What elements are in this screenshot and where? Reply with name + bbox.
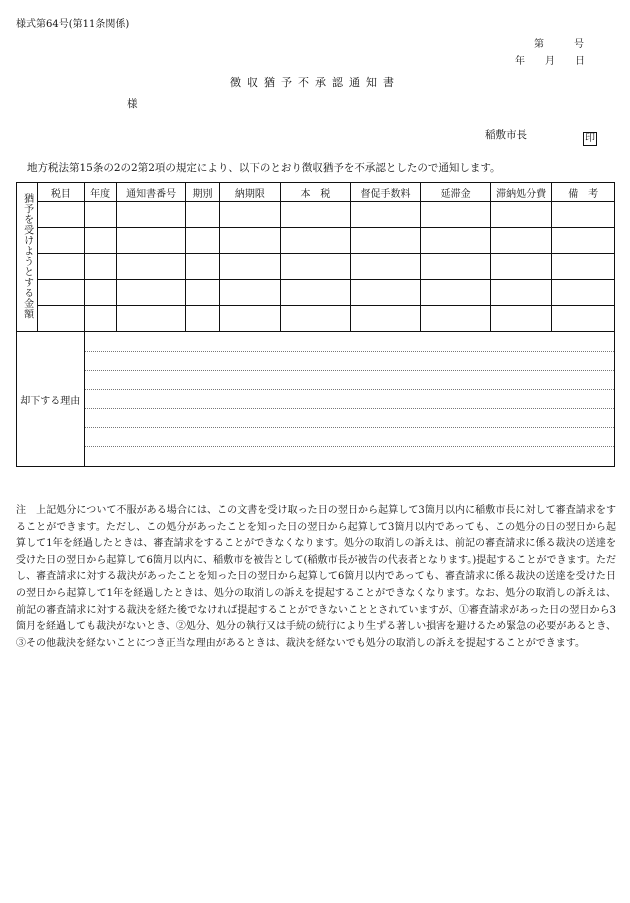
cell[interactable] <box>281 306 351 332</box>
cell[interactable] <box>84 280 116 306</box>
cell[interactable] <box>421 254 491 280</box>
cell[interactable] <box>116 228 186 254</box>
intro-text: 地方税法第15条の2の2第2項の規定により、以下のとおり徴収猶予を不承認としたので通知します。 <box>27 162 501 174</box>
cell[interactable] <box>281 228 351 254</box>
cell[interactable] <box>552 202 615 228</box>
cell[interactable] <box>219 254 281 280</box>
cell[interactable] <box>38 228 84 254</box>
col-header: 通知書番号 <box>116 183 186 202</box>
cell[interactable] <box>116 202 186 228</box>
cell[interactable] <box>219 306 281 332</box>
col-header: 滞納処分費 <box>490 183 552 202</box>
col-header: 延滞金 <box>421 183 491 202</box>
appeal-notice: 注 上記処分について不服がある場合には、この文書を受け取った日の翌日から起算して3箇月以内に稲敷市長に対して審査請求をすることができます。ただし、この処分があったことを知った日の翌日から起算して3箇月以内であっても、この処分の日の翌日から起算して1年を経過したときは、審査請求をすることができなくなります。処分の取消しの訴えは、前記の審査請求に係る裁決の送達を受けた日の翌日から起算して6箇月以内に、稲敷市を被告として(稲敷市長が被告の代表者となります。)提起することができます。ただし、審査請求に対する裁決があったことを知った日の翌日から起算して6箇月以内であっても、審査請求に係る裁決の送達を受けた日の翌日から起算して1年を経過したときは、処分の取消しの訴えを提起することができなくなります。なお、処分の取消しの訴えは、前記の審査請求に対する裁決を経た後でなければ提起することができないこととされていますが、①審査請求があった日の翌日から3箇月を経過しても裁決がないとき、②処分、処分の執行又は手続の続行により生ずる著しい損害を避けるため緊急の必要があるとき、③その他裁決を経ないことにつき正当な理由があるときは、裁決を経ないでも処分の取消しの訴えを提起することができます。 <box>16 505 616 649</box>
cell[interactable] <box>186 202 219 228</box>
cell[interactable] <box>281 280 351 306</box>
cell[interactable] <box>116 280 186 306</box>
cell[interactable] <box>490 228 552 254</box>
col-header: 納期限 <box>219 183 281 202</box>
table-row <box>17 202 615 228</box>
cell[interactable] <box>350 306 421 332</box>
cell[interactable] <box>219 280 281 306</box>
seal-icon <box>583 126 597 146</box>
reason-label: 却下する理由 <box>17 332 85 467</box>
cell[interactable] <box>84 306 116 332</box>
cell[interactable] <box>219 228 281 254</box>
table-row <box>17 306 615 332</box>
cell[interactable] <box>116 306 186 332</box>
cell[interactable] <box>552 228 615 254</box>
cell[interactable] <box>350 202 421 228</box>
cell[interactable] <box>281 202 351 228</box>
table-row <box>17 280 615 306</box>
cell[interactable] <box>490 306 552 332</box>
cell[interactable] <box>552 306 615 332</box>
amount-table <box>16 182 615 467</box>
cell[interactable] <box>186 280 219 306</box>
cell[interactable] <box>552 280 615 306</box>
cell[interactable] <box>84 254 116 280</box>
cell[interactable] <box>350 228 421 254</box>
reason-field[interactable] <box>84 332 614 467</box>
col-header: 年度 <box>84 183 116 202</box>
number-label: 第 号 <box>534 39 584 50</box>
col-header: 本 税 <box>281 183 351 202</box>
cell[interactable] <box>281 254 351 280</box>
cell[interactable] <box>490 254 552 280</box>
amount-row-header <box>17 183 38 332</box>
cell[interactable] <box>186 228 219 254</box>
cell[interactable] <box>552 254 615 280</box>
date-label: 年 月 日 <box>515 56 585 67</box>
cell[interactable] <box>38 306 84 332</box>
addressee-suffix: 様 <box>127 98 138 110</box>
cell[interactable] <box>421 280 491 306</box>
cell[interactable] <box>421 202 491 228</box>
cell[interactable] <box>421 306 491 332</box>
cell[interactable] <box>186 306 219 332</box>
cell[interactable] <box>421 228 491 254</box>
cell[interactable] <box>490 202 552 228</box>
cell[interactable] <box>38 202 84 228</box>
cell[interactable] <box>350 254 421 280</box>
col-header: 期別 <box>186 183 219 202</box>
cell[interactable] <box>350 280 421 306</box>
cell[interactable] <box>186 254 219 280</box>
cell[interactable] <box>84 228 116 254</box>
col-header: 督促手数料 <box>350 183 421 202</box>
document-title: 徴収猶予不承認通知書 <box>230 76 400 89</box>
seal-text: 印 <box>585 133 595 144</box>
table-row <box>17 254 615 280</box>
table-row <box>17 228 615 254</box>
cell[interactable] <box>38 254 84 280</box>
cell[interactable] <box>219 202 281 228</box>
col-header: 備 考 <box>552 183 615 202</box>
cell[interactable] <box>38 280 84 306</box>
issuer: 稲敷市長 <box>485 129 527 141</box>
col-header: 税目 <box>38 183 84 202</box>
cell[interactable] <box>490 280 552 306</box>
form-id: 様式第64号(第11条関係) <box>16 19 130 30</box>
amount-row-header-text: 猶予を受けようとする金額 <box>21 192 33 319</box>
cell[interactable] <box>84 202 116 228</box>
cell[interactable] <box>116 254 186 280</box>
